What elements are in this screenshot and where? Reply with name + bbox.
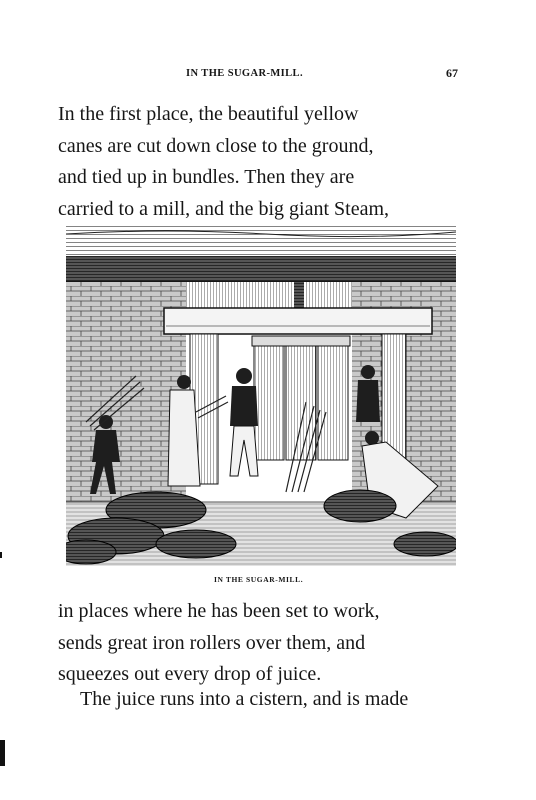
scan-edge-mark <box>0 552 2 558</box>
text-line: In the first place, the beautiful yellow <box>58 103 359 125</box>
paragraph-3 <box>58 684 466 716</box>
running-head: IN THE SUGAR-MILL. <box>186 68 303 79</box>
text-line: The juice runs into a cistern, and is made <box>80 688 409 710</box>
text-line: carried to a mill, and the big giant Steam, <box>58 197 390 220</box>
paragraph-2 <box>58 596 466 691</box>
sugar-mill-engraving <box>66 226 456 566</box>
scan-edge-mark <box>0 740 5 766</box>
text-line: canes are cut down close to the ground, <box>58 134 374 157</box>
text-line: and tied up in bundles. Then they are <box>58 166 355 188</box>
illustration-caption: IN THE SUGAR-MILL. <box>214 575 304 584</box>
text-line: in places where he has been set to work, <box>58 600 380 622</box>
page-number: 67 <box>446 66 458 80</box>
text-line: sends great iron rollers over them, and <box>58 631 366 654</box>
paragraph-1 <box>58 99 466 225</box>
text-line: squeezes out every drop of juice. <box>58 663 322 685</box>
